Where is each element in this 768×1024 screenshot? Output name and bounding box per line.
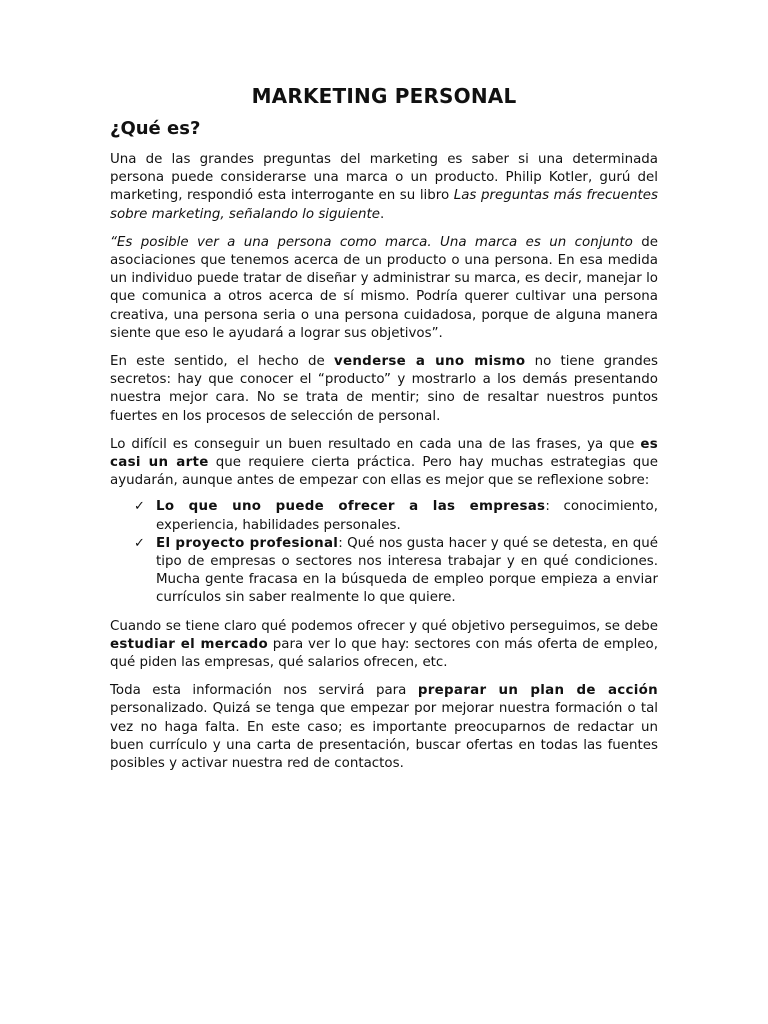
- list-item-text: : conocimiento, experiencia, habilidades personales.: [156, 499, 658, 533]
- book-title-italic: Las preguntas más frecuentes sobre marketing, señalando lo siguiente: [110, 188, 658, 222]
- list-item-bold: Lo que uno puede ofrecer a las empresas: [156, 499, 546, 515]
- paragraph-plan: [110, 682, 658, 773]
- paragraph-intro-end: .: [379, 206, 385, 222]
- list-item: [134, 498, 658, 534]
- paragraph-market-b: para ver lo que hay: sectores con más oferta de empleo, qué piden las empresas, qué salarios ofrecen, etc.: [110, 636, 658, 671]
- paragraph-plan-a: Toda esta información nos servirá para: [110, 683, 418, 699]
- paragraph-selling: [110, 353, 658, 426]
- paragraph-intro: [110, 151, 658, 224]
- document-title: MARKETING PERSONAL: [251, 84, 517, 108]
- list-item-bold: El proyecto profesional: [156, 535, 339, 551]
- paragraph-market-a: Cuando se tiene claro qué podemos ofrecer y qué objetivo perseguimos, se debe: [110, 618, 658, 634]
- paragraph-intro-text: Una de las grandes preguntas del marketing es saber si una determinada persona puede considerarse una marca o un producto. Philip Kotler, gurú del marketing, respondió esta interrogante en su libro: [110, 152, 658, 204]
- paragraph-art-b: que requiere cierta práctica. Pero hay muchas estrategias que ayudarán, aunque antes de empezar con ellas es mejor que se reflexione sobre:: [110, 455, 658, 489]
- paragraph-plan-bold: preparar un plan de acción: [417, 683, 658, 699]
- paragraph-art: [110, 436, 658, 491]
- checkmark-icon: ✓: [134, 499, 145, 515]
- paragraph-market-bold: estudiar el mercado: [110, 636, 268, 652]
- quote-text: de asociaciones que tenemos acerca de un producto o una persona. En esa medida un individuo puede tratar de diseñar y administrar su marca, es decir, manejar lo que comunica a otros acerca de sí mismo. Podría querer cultivar una persona creativa, una persona seria o una persona cuidadosa, porque de alguna manera siente que eso le ayudará a lograr sus objetivos”.: [110, 234, 659, 341]
- paragraph-selling-b: no tiene grandes secretos: hay que conocer el “producto” y mostrarlo a los demás presentando nuestra mejor cara. No se trata de mentir; sino de resaltar nuestros puntos fuertes en los procesos de selección de personal.: [110, 354, 659, 424]
- section-heading: ¿Qué es?: [110, 118, 201, 139]
- quote-italic: “Es posible ver a una persona como marca. Una marca es un conjunto: [110, 234, 633, 250]
- paragraph-selling-bold: venderse a uno mismo: [333, 354, 526, 370]
- paragraph-quote: [110, 234, 658, 343]
- paragraph-market: [110, 618, 658, 673]
- document-page: [110, 84, 658, 783]
- paragraph-selling-a: En este sentido, el hecho de: [110, 354, 334, 370]
- paragraph-art-a: Lo difícil es conseguir un buen resultado en cada una de las frases, ya que: [110, 436, 641, 452]
- paragraph-plan-b: personalizado. Quizá se tenga que empezar por mejorar nuestra formación o tal vez no haga falta. En este caso; es importante preocuparnos de redactar un buen currículo y una carta de presentación, buscar ofertas en todas las fuentes posibles y activar nuestra red de contactos.: [110, 701, 658, 772]
- checkmark-icon: ✓: [134, 535, 145, 551]
- reflection-list: [110, 498, 658, 607]
- paragraph-art-bold: es casi un arte: [110, 436, 658, 471]
- list-item: [134, 535, 658, 608]
- list-item-text: : Qué nos gusta hacer y qué se detesta, en qué tipo de empresas o sectores nos interesa trabajar y en qué condiciones. Mucha gente fracasa en la búsqueda de empleo porque empieza a enviar currículos sin saber realmente lo que quiere.: [156, 535, 658, 606]
